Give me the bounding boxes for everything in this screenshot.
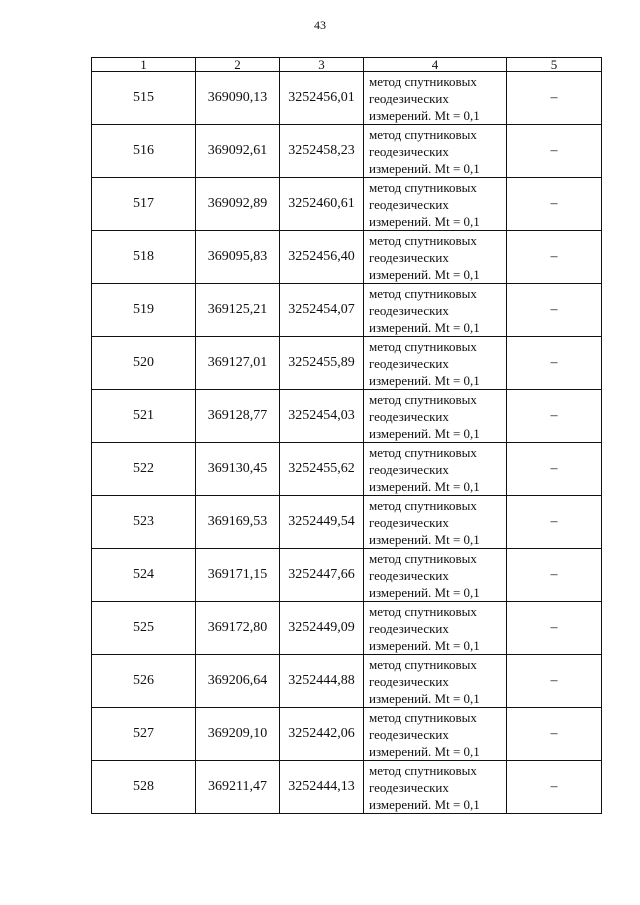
table-row (92, 443, 602, 496)
method-line: метод спутниковых (369, 444, 477, 460)
note-cell: – (507, 655, 602, 708)
method-line: геодезических (369, 90, 449, 106)
note-cell: – (507, 231, 602, 284)
table-row (92, 72, 602, 125)
x-coordinate-cell: 369209,10 (196, 708, 280, 761)
method-line: измерений. Mt = 0,1 (369, 319, 480, 335)
method-cell (364, 284, 507, 337)
column-header: 3 (280, 58, 364, 72)
method-line: геодезических (369, 249, 449, 265)
method-line: метод спутниковых (369, 285, 477, 301)
x-coordinate-cell: 369125,21 (196, 284, 280, 337)
method-cell (364, 549, 507, 602)
point-number-cell: 526 (92, 655, 196, 708)
method-cell (364, 337, 507, 390)
point-number-cell: 523 (92, 496, 196, 549)
point-number-cell: 516 (92, 125, 196, 178)
coordinates-table (91, 57, 602, 814)
method-line: измерений. Mt = 0,1 (369, 531, 480, 547)
column-header: 5 (507, 58, 602, 72)
table-body (92, 72, 602, 814)
method-line: измерений. Mt = 0,1 (369, 690, 480, 706)
x-coordinate-cell: 369206,64 (196, 655, 280, 708)
point-number-cell: 525 (92, 602, 196, 655)
method-line: геодезических (369, 567, 449, 583)
x-coordinate-cell: 369211,47 (196, 761, 280, 814)
y-coordinate-cell: 3252444,13 (280, 761, 364, 814)
method-line: метод спутниковых (369, 126, 477, 142)
method-line: геодезических (369, 355, 449, 371)
note-cell: – (507, 178, 602, 231)
method-cell (364, 390, 507, 443)
method-line: метод спутниковых (369, 497, 477, 513)
method-line: метод спутниковых (369, 73, 477, 89)
y-coordinate-cell: 3252449,54 (280, 496, 364, 549)
method-line: геодезических (369, 514, 449, 530)
table-row (92, 125, 602, 178)
x-coordinate-cell: 369127,01 (196, 337, 280, 390)
note-cell: – (507, 549, 602, 602)
table-row (92, 231, 602, 284)
method-cell (364, 125, 507, 178)
method-line: метод спутниковых (369, 391, 477, 407)
method-line: измерений. Mt = 0,1 (369, 425, 480, 441)
x-coordinate-cell: 369095,83 (196, 231, 280, 284)
method-cell (364, 602, 507, 655)
point-number-cell: 521 (92, 390, 196, 443)
method-line: измерений. Mt = 0,1 (369, 160, 480, 176)
table-row (92, 602, 602, 655)
method-cell (364, 443, 507, 496)
note-cell: – (507, 602, 602, 655)
method-line: метод спутниковых (369, 550, 477, 566)
note-cell: – (507, 761, 602, 814)
y-coordinate-cell: 3252442,06 (280, 708, 364, 761)
method-cell (364, 708, 507, 761)
table-header-row (92, 58, 602, 72)
point-number-cell: 522 (92, 443, 196, 496)
method-cell (364, 231, 507, 284)
method-line: измерений. Mt = 0,1 (369, 266, 480, 282)
note-cell: – (507, 708, 602, 761)
method-line: метод спутниковых (369, 656, 477, 672)
note-cell: – (507, 443, 602, 496)
method-cell (364, 655, 507, 708)
table-row (92, 761, 602, 814)
method-line: геодезических (369, 302, 449, 318)
method-line: измерений. Mt = 0,1 (369, 213, 480, 229)
point-number-cell: 519 (92, 284, 196, 337)
note-cell: – (507, 125, 602, 178)
method-cell (364, 72, 507, 125)
point-number-cell: 518 (92, 231, 196, 284)
point-number-cell: 520 (92, 337, 196, 390)
method-line: метод спутниковых (369, 338, 477, 354)
y-coordinate-cell: 3252454,07 (280, 284, 364, 337)
y-coordinate-cell: 3252456,01 (280, 72, 364, 125)
page-number: 43 (314, 18, 326, 32)
point-number-cell: 515 (92, 72, 196, 125)
note-cell: – (507, 72, 602, 125)
column-header: 2 (196, 58, 280, 72)
table-row (92, 178, 602, 231)
x-coordinate-cell: 369128,77 (196, 390, 280, 443)
method-cell (364, 761, 507, 814)
method-line: метод спутниковых (369, 709, 477, 725)
method-line: измерений. Mt = 0,1 (369, 584, 480, 600)
method-line: метод спутниковых (369, 762, 477, 778)
column-header: 4 (364, 58, 507, 72)
method-line: геодезических (369, 673, 449, 689)
point-number-cell: 517 (92, 178, 196, 231)
y-coordinate-cell: 3252444,88 (280, 655, 364, 708)
y-coordinate-cell: 3252454,03 (280, 390, 364, 443)
x-coordinate-cell: 369090,13 (196, 72, 280, 125)
table-row (92, 708, 602, 761)
x-coordinate-cell: 369169,53 (196, 496, 280, 549)
method-line: геодезических (369, 408, 449, 424)
table-row (92, 337, 602, 390)
note-cell: – (507, 284, 602, 337)
y-coordinate-cell: 3252455,89 (280, 337, 364, 390)
method-line: геодезических (369, 143, 449, 159)
method-cell (364, 178, 507, 231)
table-row (92, 496, 602, 549)
method-line: геодезических (369, 620, 449, 636)
x-coordinate-cell: 369092,61 (196, 125, 280, 178)
method-line: измерений. Mt = 0,1 (369, 743, 480, 759)
point-number-cell: 528 (92, 761, 196, 814)
table-row (92, 655, 602, 708)
method-line: геодезических (369, 461, 449, 477)
method-line: измерений. Mt = 0,1 (369, 796, 480, 812)
x-coordinate-cell: 369092,89 (196, 178, 280, 231)
method-cell (364, 496, 507, 549)
y-coordinate-cell: 3252460,61 (280, 178, 364, 231)
method-line: метод спутниковых (369, 232, 477, 248)
table-row (92, 549, 602, 602)
point-number-cell: 527 (92, 708, 196, 761)
table-row (92, 390, 602, 443)
method-line: измерений. Mt = 0,1 (369, 372, 480, 388)
method-line: геодезических (369, 779, 449, 795)
x-coordinate-cell: 369172,80 (196, 602, 280, 655)
method-line: измерений. Mt = 0,1 (369, 107, 480, 123)
y-coordinate-cell: 3252447,66 (280, 549, 364, 602)
method-line: метод спутниковых (369, 179, 477, 195)
method-line: геодезических (369, 726, 449, 742)
x-coordinate-cell: 369130,45 (196, 443, 280, 496)
column-header: 1 (92, 58, 196, 72)
method-line: метод спутниковых (369, 603, 477, 619)
note-cell: – (507, 496, 602, 549)
method-line: измерений. Mt = 0,1 (369, 478, 480, 494)
x-coordinate-cell: 369171,15 (196, 549, 280, 602)
y-coordinate-cell: 3252456,40 (280, 231, 364, 284)
table-row (92, 284, 602, 337)
point-number-cell: 524 (92, 549, 196, 602)
y-coordinate-cell: 3252455,62 (280, 443, 364, 496)
note-cell: – (507, 390, 602, 443)
note-cell: – (507, 337, 602, 390)
method-line: геодезических (369, 196, 449, 212)
y-coordinate-cell: 3252449,09 (280, 602, 364, 655)
method-line: измерений. Mt = 0,1 (369, 637, 480, 653)
y-coordinate-cell: 3252458,23 (280, 125, 364, 178)
